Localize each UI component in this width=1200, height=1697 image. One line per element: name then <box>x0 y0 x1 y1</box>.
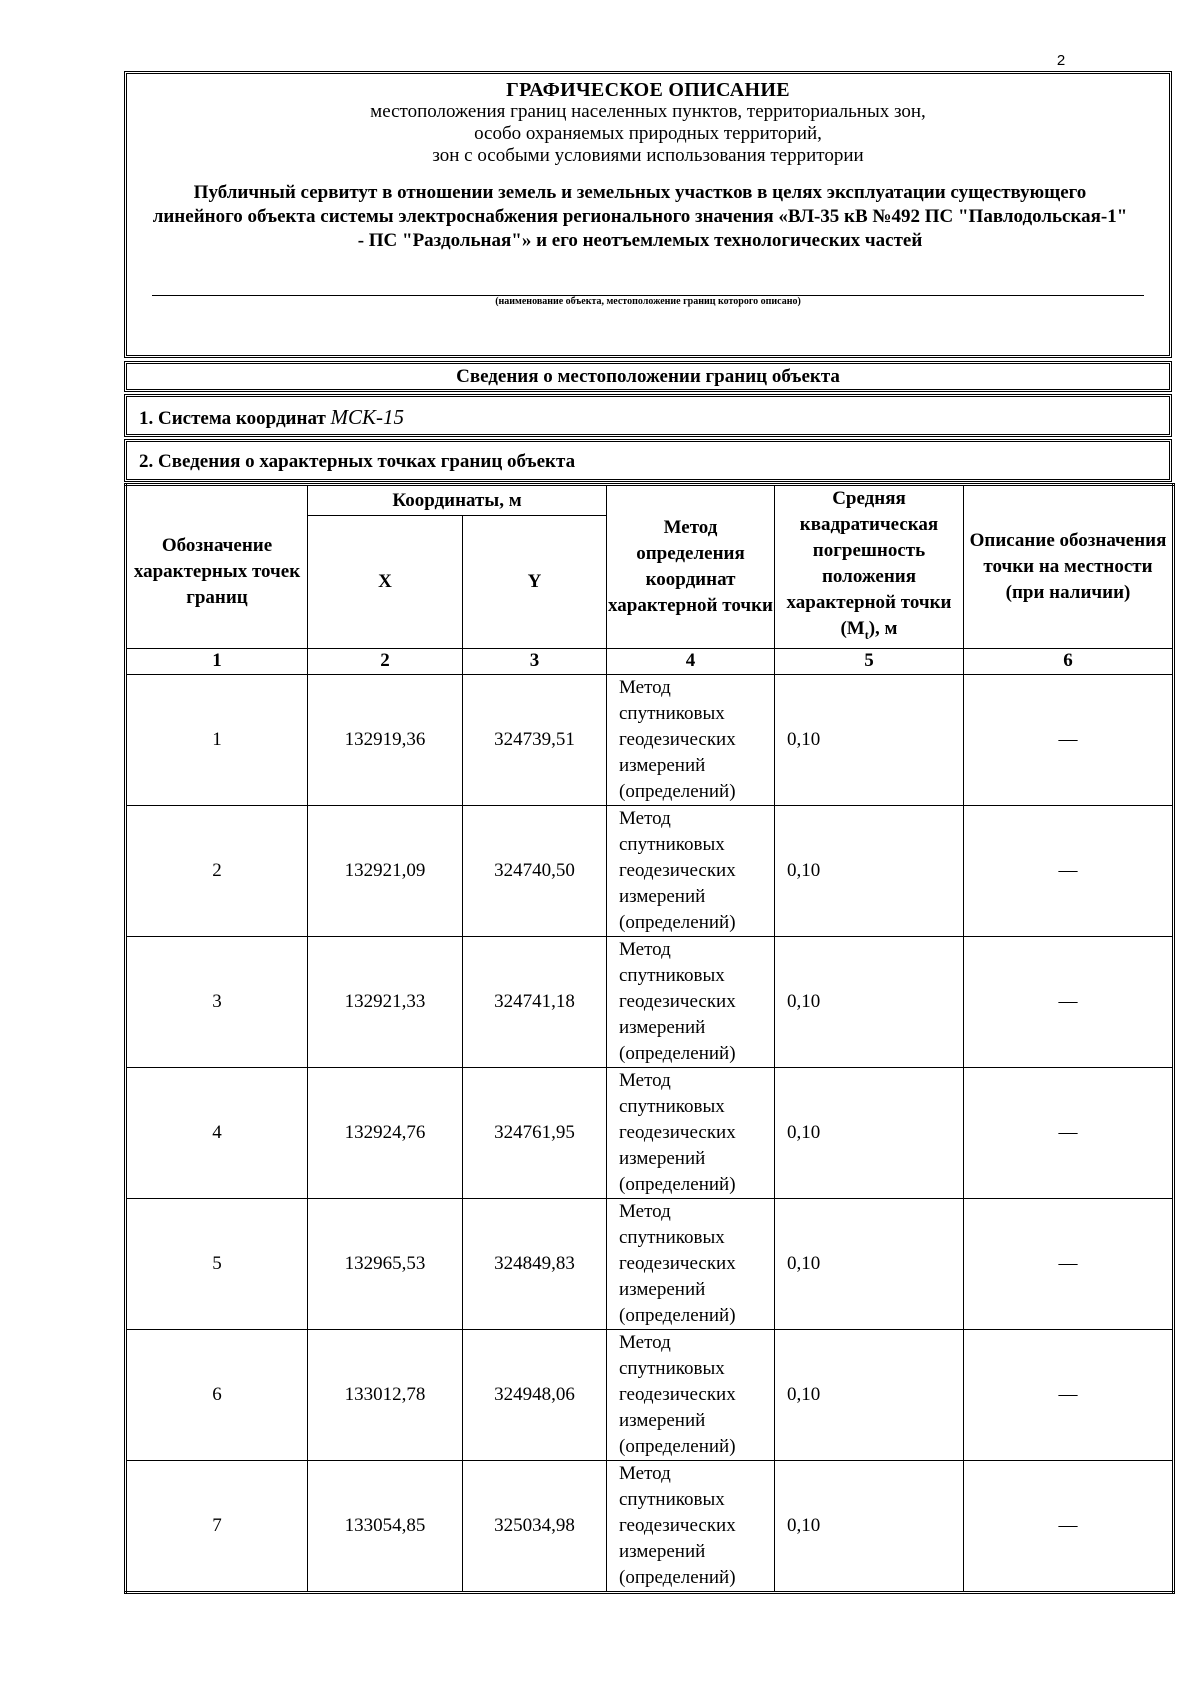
section-title: Сведения о местоположении границ объекта <box>124 361 1172 392</box>
point-number: 4 <box>126 1067 308 1198</box>
point-description: — <box>964 1067 1174 1198</box>
page-number: 2 <box>1056 52 1066 69</box>
points-table <box>124 483 1175 1594</box>
y-coordinate: 325034,98 <box>463 1460 607 1592</box>
point-number: 3 <box>126 936 308 1067</box>
points-section-title: 2. Сведения о характерных точках границ объекта <box>124 439 1172 482</box>
table-row <box>126 674 1174 805</box>
column-number: 5 <box>775 648 964 674</box>
subtitle-line-2: особо охраняемых природных территорий, <box>474 123 822 144</box>
accuracy: 0,10 <box>775 1067 964 1198</box>
subtitle-line-1: местоположения границ населенных пунктов, территориальных зон, <box>370 101 926 122</box>
method: Метод спутниковых геодезических измерений (определений) <box>607 1460 775 1592</box>
object-name-caption: (наименование объекта, местоположение границ которого описано) <box>495 296 801 307</box>
y-coordinate: 324741,18 <box>463 936 607 1067</box>
accuracy: 0,10 <box>775 1198 964 1329</box>
header-accuracy <box>775 485 964 649</box>
table-row <box>126 1460 1174 1592</box>
coordinate-system <box>124 394 1172 437</box>
header-y: Y <box>463 516 607 648</box>
x-coordinate: 133054,85 <box>308 1460 463 1592</box>
column-number: 3 <box>463 648 607 674</box>
column-number: 6 <box>964 648 1174 674</box>
point-description: — <box>964 1198 1174 1329</box>
column-number: 2 <box>308 648 463 674</box>
object-name: Публичный сервитут в отношении земель и земельных участков в целях эксплуатации существующего линейного объекта системы электроснабжения регионального значения «ВЛ-35 кВ №492 ПС "Павлодольская-1" - ПС "Раздольная"» и его неотъемлемых технологических частей <box>152 182 1128 251</box>
accuracy: 0,10 <box>775 1329 964 1460</box>
y-coordinate: 324761,95 <box>463 1067 607 1198</box>
subtitle-line-3: зон с особыми условиями использования территории <box>432 145 864 166</box>
header-method: Метод определения координат характерной точки <box>607 485 775 649</box>
table-row <box>126 1329 1174 1460</box>
point-description: — <box>964 1329 1174 1460</box>
y-coordinate: 324948,06 <box>463 1329 607 1460</box>
y-coordinate: 324739,51 <box>463 674 607 805</box>
accuracy: 0,10 <box>775 1460 964 1592</box>
x-coordinate: 132921,33 <box>308 936 463 1067</box>
accuracy: 0,10 <box>775 805 964 936</box>
table-header-row <box>126 485 1174 516</box>
column-number: 1 <box>126 648 308 674</box>
method: Метод спутниковых геодезических измерений (определений) <box>607 674 775 805</box>
table-row <box>126 1198 1174 1329</box>
header-accuracy-main: Средняя квадратическая погрешность положения характерной точки (M <box>786 488 952 639</box>
point-number: 7 <box>126 1460 308 1592</box>
table-row <box>126 805 1174 936</box>
coordinate-system-label: 1. Система координат <box>139 408 326 429</box>
header-point-designation: Обозначение характерных точек границ <box>126 485 308 649</box>
accuracy: 0,10 <box>775 674 964 805</box>
method: Метод спутниковых геодезических измерений (определений) <box>607 1067 775 1198</box>
point-description: — <box>964 936 1174 1067</box>
header-description: Описание обозначения точки на местности (при наличии) <box>964 485 1174 649</box>
table-row <box>126 936 1174 1067</box>
point-number: 2 <box>126 805 308 936</box>
method: Метод спутниковых геодезических измерений (определений) <box>607 805 775 936</box>
x-coordinate: 132919,36 <box>308 674 463 805</box>
x-coordinate: 133012,78 <box>308 1329 463 1460</box>
accuracy: 0,10 <box>775 936 964 1067</box>
column-number: 4 <box>607 648 775 674</box>
header-accuracy-end: ), м <box>868 618 898 639</box>
header-x: X <box>308 516 463 648</box>
method: Метод спутниковых геодезических измерений (определений) <box>607 1329 775 1460</box>
y-coordinate: 324849,83 <box>463 1198 607 1329</box>
point-description: — <box>964 674 1174 805</box>
point-description: — <box>964 1460 1174 1592</box>
document-title: ГРАФИЧЕСКОЕ ОПИСАНИЕ <box>506 79 790 101</box>
column-number-row <box>126 648 1174 674</box>
method: Метод спутниковых геодезических измерений (определений) <box>607 936 775 1067</box>
y-coordinate: 324740,50 <box>463 805 607 936</box>
x-coordinate: 132924,76 <box>308 1067 463 1198</box>
document-header <box>124 71 1172 358</box>
point-number: 1 <box>126 674 308 805</box>
header-accuracy-sub: t <box>864 627 869 642</box>
document <box>124 71 1172 1594</box>
point-number: 5 <box>126 1198 308 1329</box>
table-row <box>126 1067 1174 1198</box>
header-coordinates: Координаты, м <box>308 485 607 516</box>
x-coordinate: 132965,53 <box>308 1198 463 1329</box>
coordinate-system-value: МСК-15 <box>330 405 404 429</box>
method: Метод спутниковых геодезических измерений (определений) <box>607 1198 775 1329</box>
point-description: — <box>964 805 1174 936</box>
point-number: 6 <box>126 1329 308 1460</box>
x-coordinate: 132921,09 <box>308 805 463 936</box>
